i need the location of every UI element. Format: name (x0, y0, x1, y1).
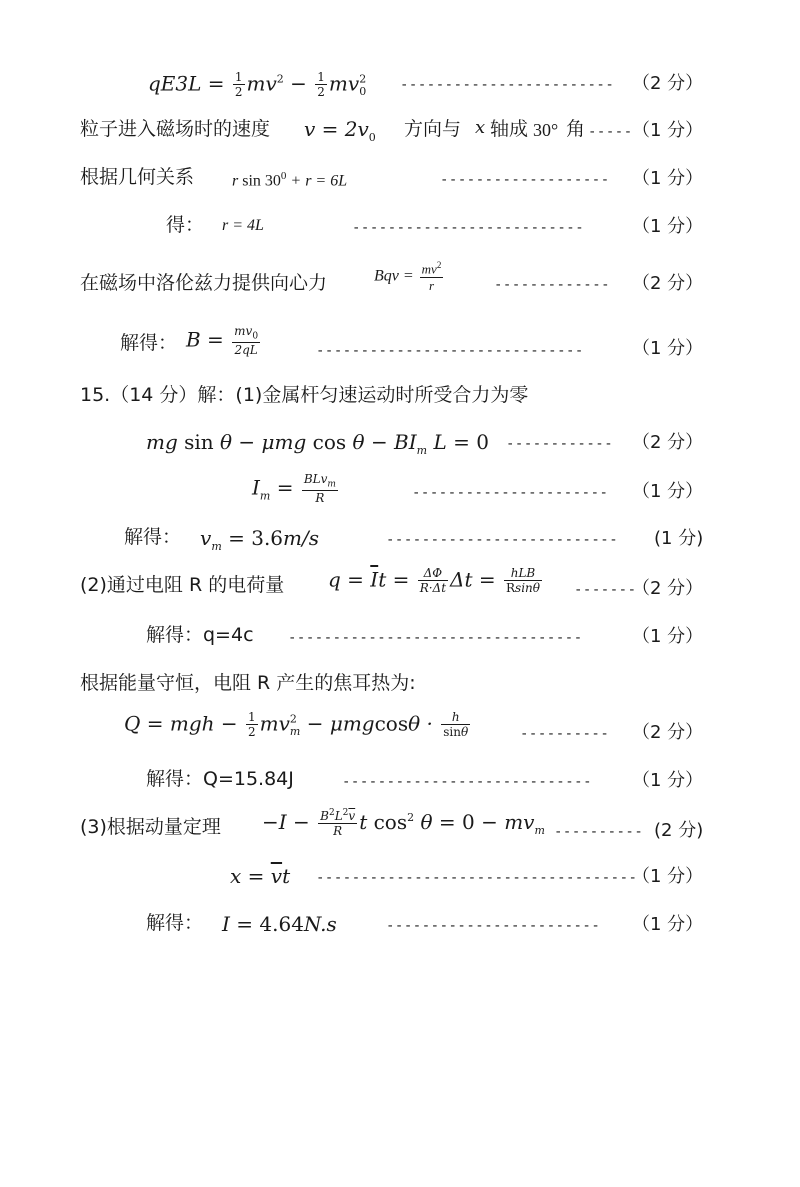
solution-line-16 (0, 806, 800, 850)
score-label: （1 分） (632, 481, 704, 502)
score-label: （2 分） (632, 432, 704, 453)
dash-leader: ---------------------- (412, 485, 609, 501)
energy-equation: qE3L = $\frac{1}{2}$ $mv^2$ − $\frac{1}{2}$ $mv^2_0$ (148, 70, 367, 100)
score-label: （2 分） (632, 722, 704, 743)
score-label: （2 分） (632, 578, 704, 599)
score-label: （1 分） (632, 168, 704, 189)
text-angle: 角 (566, 118, 586, 140)
radius-equation: r = 4L (222, 217, 264, 234)
text-energy: 根据能量守恒，电阻 R 产生的焦耳热为: (80, 672, 416, 694)
force-balance-equation: mg sin θ − μmg $\cos \theta - BI_m$ L = 0 (146, 430, 489, 457)
score-label: （2 分） (632, 273, 704, 294)
current-equation: $I_m$ = $\frac{BLv_m}{R}$ (252, 472, 336, 506)
solution-line-11 (0, 564, 800, 608)
geometry-equation: r $\sin 30^0 + r = 6L$ (232, 170, 348, 190)
dash-leader: ------------------- (440, 172, 610, 188)
impulse-equation: I = 4.64N.s (222, 912, 337, 936)
dash-leader: --------------------------------- (288, 630, 583, 646)
text-solve: 解得： (124, 526, 182, 548)
max-velocity-equation: $v_m = 3.6m/s$ (200, 526, 319, 553)
lorentz-equation: Bqv = $\frac{mv^2}{r}$ (374, 260, 442, 293)
text-momentum: (3)根据动量定理 (80, 816, 221, 838)
solution-line-12 (0, 614, 800, 658)
text-charge-result: 解得：q=4c (146, 624, 254, 646)
text-charge: (2)通过电阻 R 的电荷量 (80, 574, 285, 596)
solution-line-18 (0, 902, 800, 946)
text-heat-result: 解得：Q=15.84J (146, 768, 294, 790)
dash-leader: ------- (574, 582, 637, 598)
dash-leader: -------------------------- (352, 220, 585, 236)
axis-symbol: x (475, 117, 486, 138)
score-label: （1 分） (632, 216, 704, 237)
dash-leader: ------------------------------------ (316, 870, 638, 886)
score-label: （1 分） (632, 770, 704, 791)
text-lorentz: 在磁场中洛伦兹力提供向心力 (80, 272, 328, 294)
dash-leader: ---------------------------- (342, 774, 593, 790)
solution-line-2 (0, 108, 800, 152)
dash-leader: ------------------------------ (316, 343, 584, 359)
solution-line-4 (0, 204, 800, 248)
solution-line-15 (0, 758, 800, 802)
dash-leader: ----- (588, 124, 633, 140)
dash-leader: ------------------------ (386, 918, 601, 934)
solution-line-3 (0, 156, 800, 200)
solution-line-14 (0, 710, 800, 754)
text-solve: 解得： (120, 332, 178, 354)
score-label: （1 分） (632, 120, 704, 141)
solution-line-9 (0, 468, 800, 512)
dash-leader: ------------- (494, 277, 611, 293)
text-direction: 方向与 (404, 118, 462, 140)
solution-line-6 (0, 322, 800, 366)
displacement-equation: $x = \overline{v}t$ (230, 864, 291, 888)
solution-line-13 (0, 662, 800, 706)
score-label: （2 分） (632, 73, 704, 94)
text-geometry: 根据几何关系 (80, 166, 195, 188)
solution-line-7 (0, 374, 800, 418)
heat-equation: Q = mgh − $\frac{1}{2}$ $mv^2_m - \mu mgcos\theta$ · $\frac{h}{\sin\theta}$ (124, 710, 469, 740)
dash-leader: -------------------------- (386, 532, 619, 548)
solution-line-8 (0, 420, 800, 464)
problem-15-heading: 15.（14 分）解：(1)金属杆匀速运动时所受合力为零 (80, 384, 529, 406)
score-label: (2 分) (654, 820, 704, 841)
score-label: (1 分) (654, 528, 704, 549)
dash-leader: ---------- (554, 824, 644, 840)
score-label: （1 分） (632, 866, 704, 887)
text-velocity: 粒子进入磁场时的速度 (80, 118, 271, 140)
solution-line-1 (0, 60, 800, 104)
dash-leader: ------------------------ (400, 77, 615, 93)
score-label: （1 分） (632, 914, 704, 935)
solution-line-17 (0, 854, 800, 898)
text-solve: 解得： (146, 912, 204, 934)
dash-leader: ------------ (506, 436, 614, 452)
text-axis: 轴成 (490, 118, 529, 140)
angle-value: 30° (533, 120, 559, 140)
charge-equation: $q = \overline{I}t$ = $\frac{\Delta\Phi}{R\cdot\Delta t}$ Δt = $\frac{\text{hLB}}{Rsin\theta}$ (328, 566, 540, 596)
solution-line-10 (0, 516, 800, 560)
score-label: （1 分） (632, 626, 704, 647)
velocity-equation: $v = 2v_0$ (304, 117, 376, 144)
momentum-equation: −I − $\frac{B^2L^2\overline{v}}{R}$ t $\cos^2 \theta = 0 - mv_m$ (262, 808, 545, 839)
score-label: （1 分） (632, 338, 704, 359)
solution-line-5 (0, 260, 800, 304)
b-field-equation: B = $\frac{mv_0}{2qL}$ (186, 324, 259, 358)
text-result: 得： (166, 214, 205, 236)
dash-leader: ---------- (520, 726, 610, 742)
